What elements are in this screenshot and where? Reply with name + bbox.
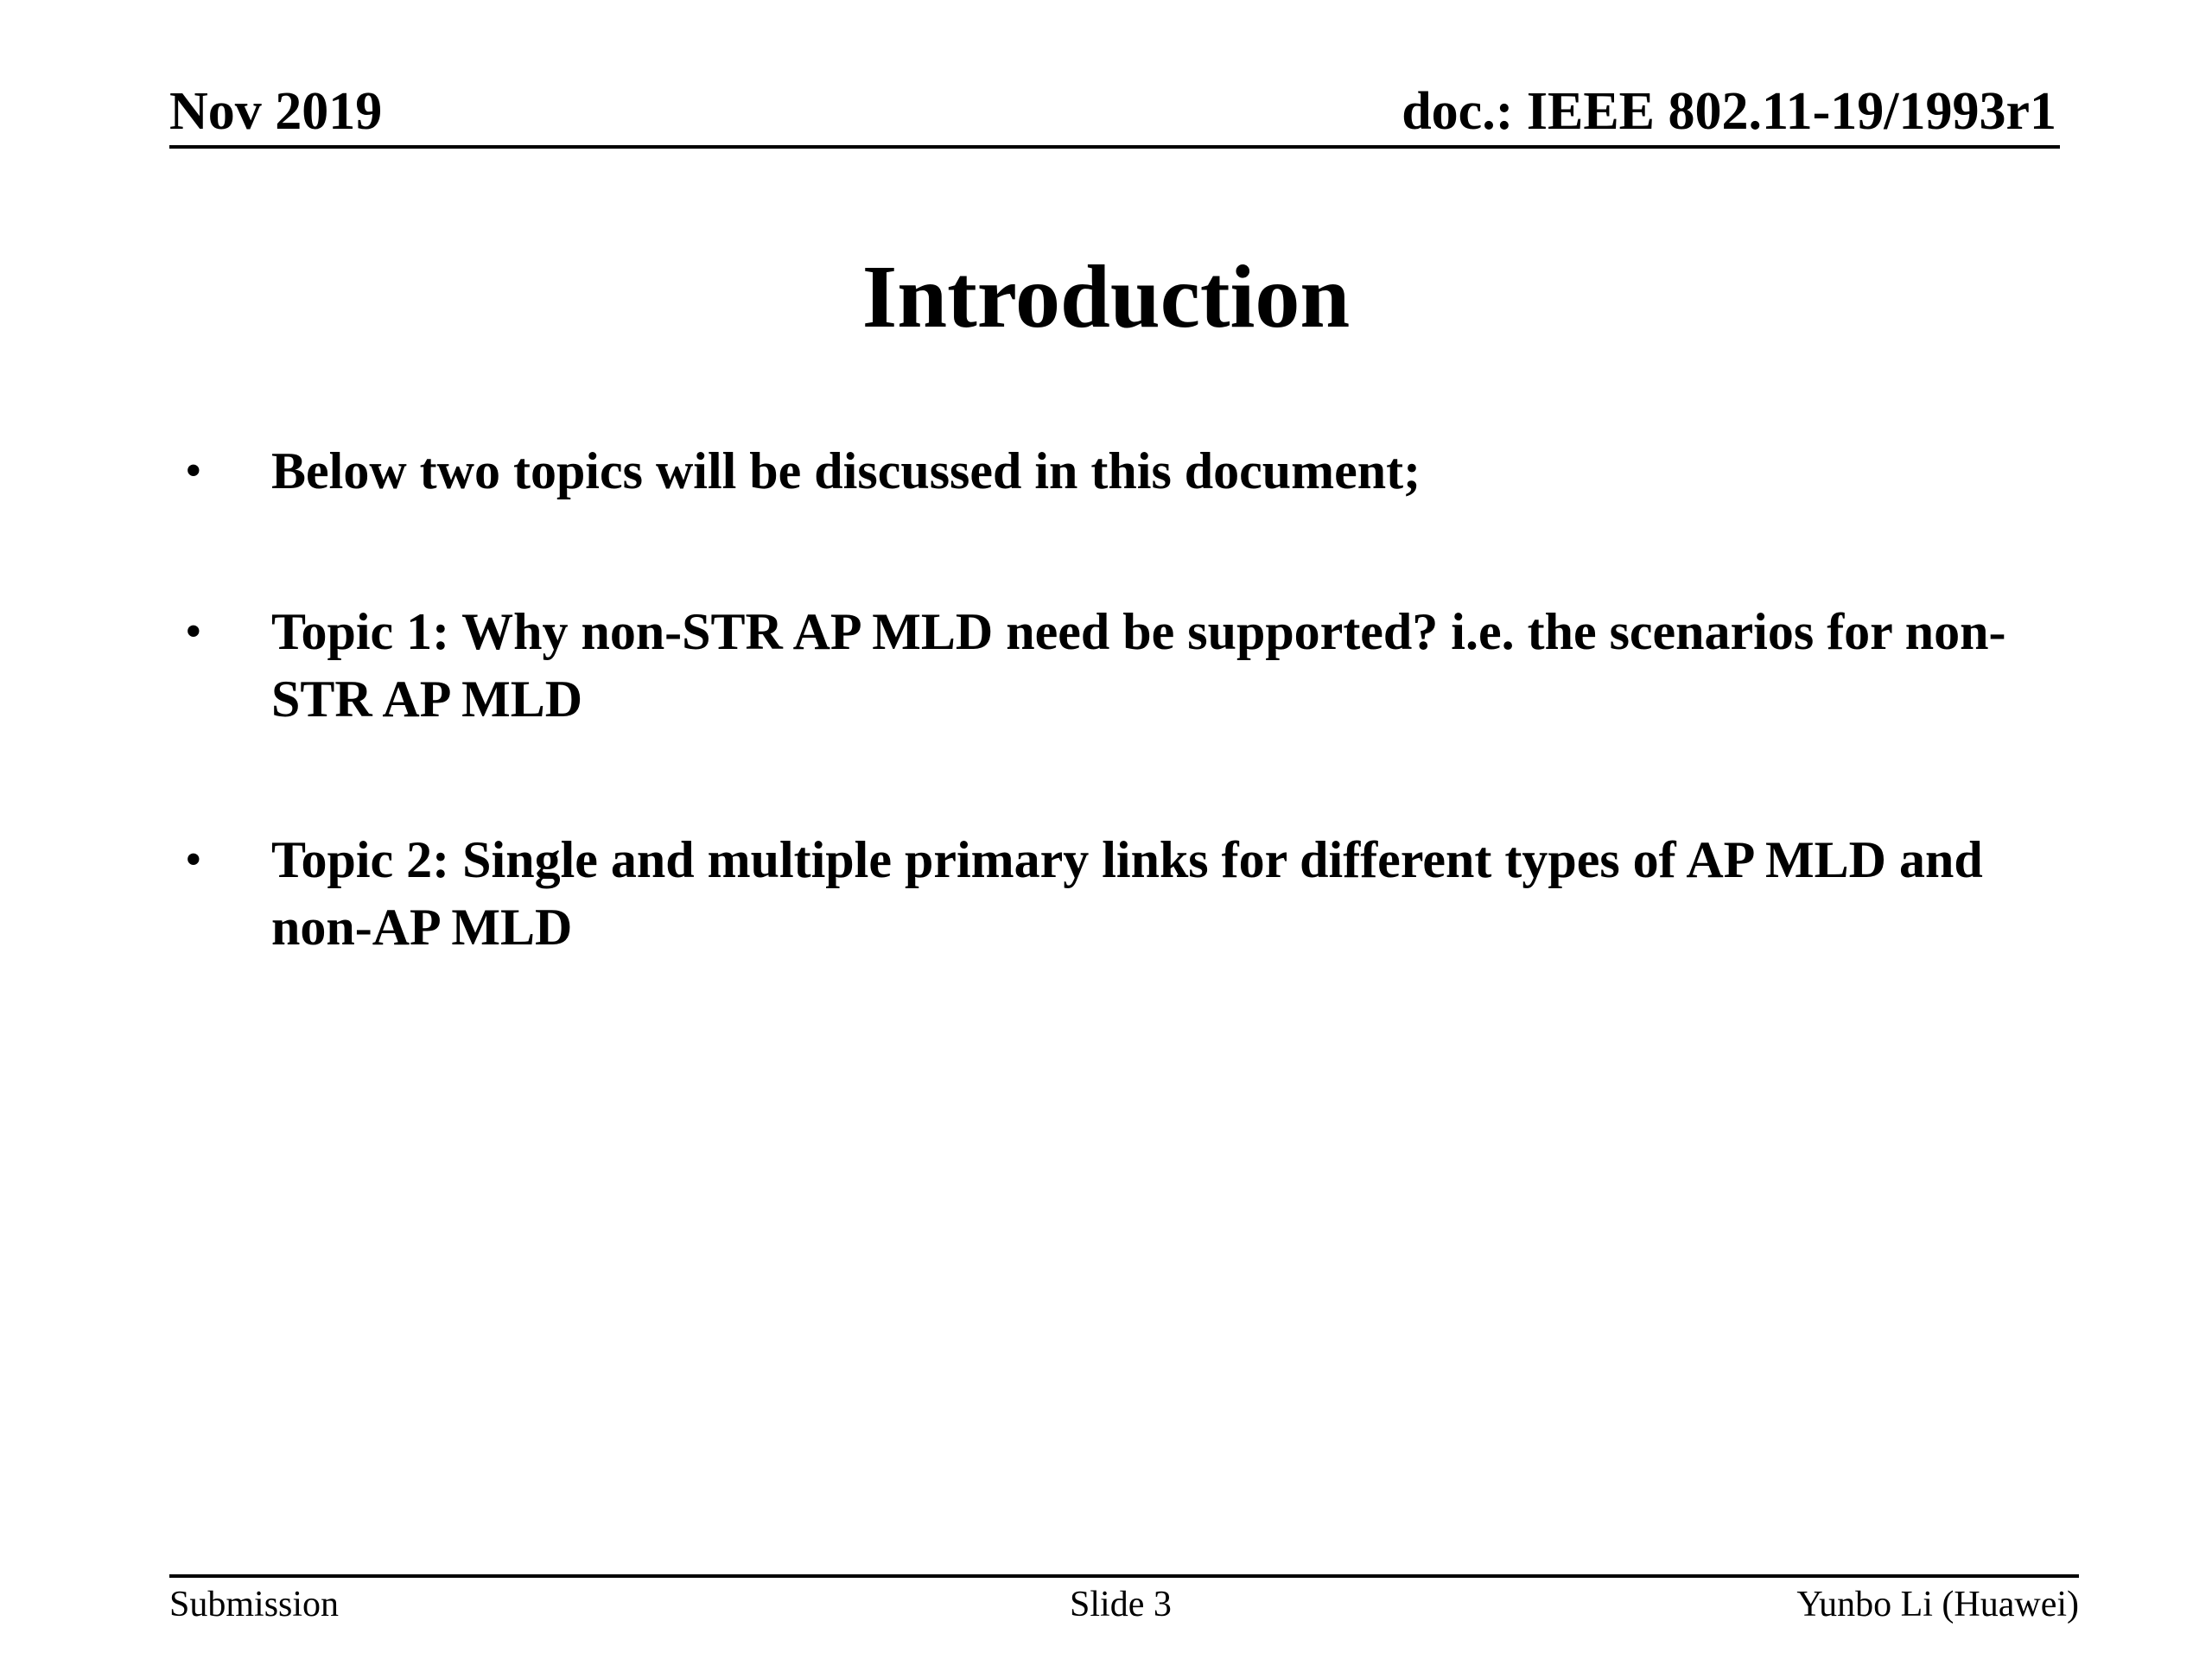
- bullet-marker: •: [185, 833, 202, 887]
- header-date: Nov 2019: [169, 82, 383, 141]
- bullet-item: [173, 437, 2074, 505]
- slide-title: Introduction: [861, 247, 1351, 346]
- bullet-marker: •: [185, 605, 202, 658]
- bullet-text: Topic 2: Single and multiple primary links for different types of AP MLD and non-AP MLD: [271, 831, 1983, 956]
- footer-submission: Submission: [169, 1585, 340, 1624]
- bullet-item: [173, 826, 2074, 961]
- footer-author: Yunbo Li (Huawei): [1796, 1585, 2079, 1624]
- bullet-text: Topic 1: Why non-STR AP MLD need be supported? i.e. the scenarios for non-STR AP MLD: [271, 603, 2006, 728]
- header-divider: [169, 145, 2060, 149]
- footer-divider: [169, 1574, 2079, 1578]
- bullet-item: [173, 598, 2074, 733]
- bullet-list: [173, 437, 2074, 1054]
- header-doc-id: doc.: IEEE 802.11-19/1993r1: [1402, 82, 2056, 141]
- bullet-marker: •: [185, 444, 202, 498]
- footer-slide-number: Slide 3: [1070, 1585, 1172, 1624]
- bullet-text: Below two topics will be discussed in this document;: [271, 442, 1421, 499]
